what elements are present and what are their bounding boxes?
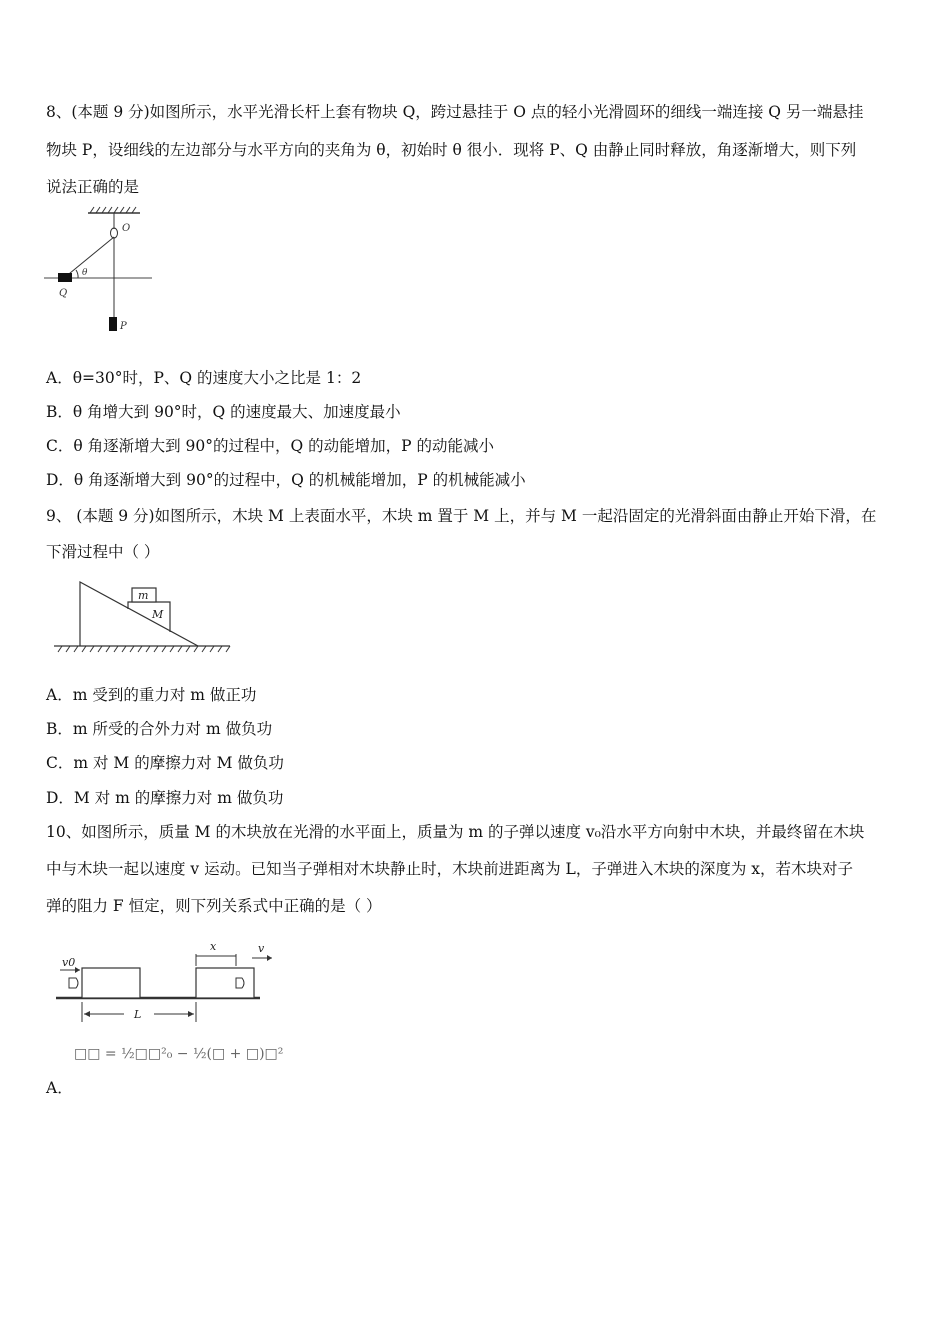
q8-option-c: C．θ 角逐渐增大到 90°的过程中，Q 的动能增加，P 的动能减小 (46, 437, 495, 455)
q8-stem-line1: 8、(本题 9 分)如图所示，水平光滑长杆上套有物块 Q，跨过悬挂于 O 点的轻小光滑圆环的细线一端连接 Q 另一端悬挂 (46, 103, 864, 121)
q9-label-m: m (138, 589, 149, 602)
q8-label-o: O (122, 223, 131, 234)
q8-stem-line3: 说法正确的是 (46, 178, 140, 196)
q9-stem-line1: 9、 (本题 9 分)如图所示，木块 M 上表面水平，木块 m 置于 M 上，并与 M 一起沿固定的光滑斜面由静止开始下滑，在 (46, 507, 877, 525)
q10-label-v0: v0 (62, 956, 76, 969)
q10-label-v: v (258, 942, 265, 955)
q9-option-b: B．m 所受的合外力对 m 做负功 (46, 720, 273, 738)
q10-label-x: x (210, 940, 217, 953)
q9-stem-line2: 下滑过程中（ ） (46, 543, 160, 561)
q8-option-b: B．θ 角增大到 90°时，Q 的速度最大、加速度最小 (46, 403, 401, 421)
q10-formula-image: □□ = ½□□²₀ − ½(□ + □)□² (74, 1046, 284, 1062)
q10-stem-line2: 中与木块一起以速度 v 运动。已知当子弹相对木块静止时，木块前进距离为 L，子弹进入木块的深度为 x，若木块对子 (46, 860, 854, 878)
q10-option-a: A． (46, 1079, 73, 1097)
q8-option-d: D．θ 角逐渐增大到 90°的过程中，Q 的机械能增加，P 的机械能减小 (46, 471, 526, 489)
q10-figure (54, 936, 274, 1028)
q9-figure (54, 578, 234, 656)
q8-option-a: A．θ=30°时，P、Q 的速度大小之比是 1：2 (46, 369, 362, 387)
q9-label-big-m: M (152, 608, 164, 621)
q10-label-l: L (134, 1008, 142, 1021)
q10-stem-line1: 10、如图所示，质量 M 的木块放在光滑的水平面上，质量为 m 的子弹以速度 v₀沿水平方向射中木块，并最终留在木块 (46, 823, 865, 841)
q8-label-q: Q (59, 288, 68, 299)
q9-option-d: D．M 对 m 的摩擦力对 m 做负功 (46, 789, 284, 807)
q9-option-a: A．m 受到的重力对 m 做正功 (46, 686, 257, 704)
q8-figure (44, 205, 164, 335)
q8-stem-line2: 物块 P，设细线的左边部分与水平方向的夹角为 θ，初始时 θ 很小．现将 P、Q 由静止同时释放，角逐渐增大，则下列 (46, 141, 857, 159)
q9-option-c: C．m 对 M 的摩擦力对 M 做负功 (46, 754, 284, 772)
q10-stem-line3: 弹的阻力 F 恒定，则下列关系式中正确的是（ ） (46, 897, 382, 915)
q8-label-theta: θ (82, 268, 88, 278)
q8-label-p: P (120, 321, 127, 332)
